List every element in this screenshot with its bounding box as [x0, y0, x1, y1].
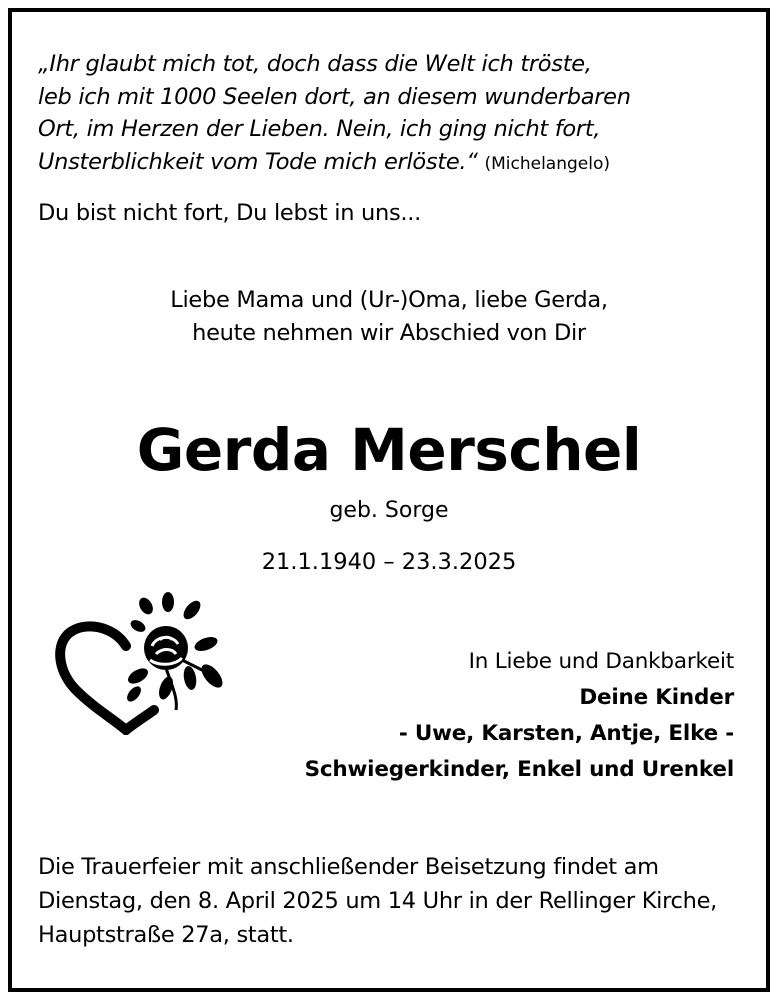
- quote-block: [38, 48, 738, 181]
- quote-line: leb ich mit 1000 Seelen dort, an diesem wunderbaren: [38, 83, 631, 110]
- address-line-1: Liebe Mama und (Ur-)Oma, liebe Gerda,: [170, 287, 608, 313]
- signature-line-3: Schwiegerkinder, Enkel und Urenkel: [304, 757, 734, 782]
- birth-name: geb. Sorge: [329, 498, 449, 523]
- signature-line-2: - Uwe, Karsten, Antje, Elke -: [398, 721, 734, 746]
- signature-block: [305, 644, 734, 788]
- signature-line-1: Deine Kinder: [579, 685, 734, 710]
- deceased-name: Gerda Merschel: [136, 416, 642, 484]
- signature-intro: In Liebe und Dankbarkeit: [468, 649, 734, 674]
- address-line-2: heute nehmen wir Abschied von Dir: [192, 320, 586, 346]
- notice-line: Die Trauerfeier mit anschließender Beisetzung findet am: [38, 854, 659, 880]
- quote-author: (Michelangelo): [484, 154, 610, 175]
- notice-line: Dienstag, den 8. April 2025 um 14 Uhr in der Rellinger Kirche,: [38, 888, 717, 914]
- quote-line: Ort, im Herzen der Lieben. Nein, ich ging nicht fort,: [38, 116, 601, 143]
- quote-line: „Ihr glaubt mich tot, doch dass die Welt ich tröste,: [38, 51, 592, 77]
- funeral-notice: [38, 850, 738, 952]
- heart-rose-icon: [54, 590, 234, 735]
- life-dates: 21.1.1940 – 23.3.2025: [261, 549, 517, 575]
- quote-line-last: [38, 146, 738, 181]
- motto: Du bist nicht fort, Du lebst in uns...: [38, 200, 421, 226]
- notice-line: Hauptstraße 27a, statt.: [38, 922, 294, 948]
- quote-line-text: Unsterblichkeit vom Tode mich erlöste.“: [38, 149, 478, 176]
- address-block: [0, 284, 778, 350]
